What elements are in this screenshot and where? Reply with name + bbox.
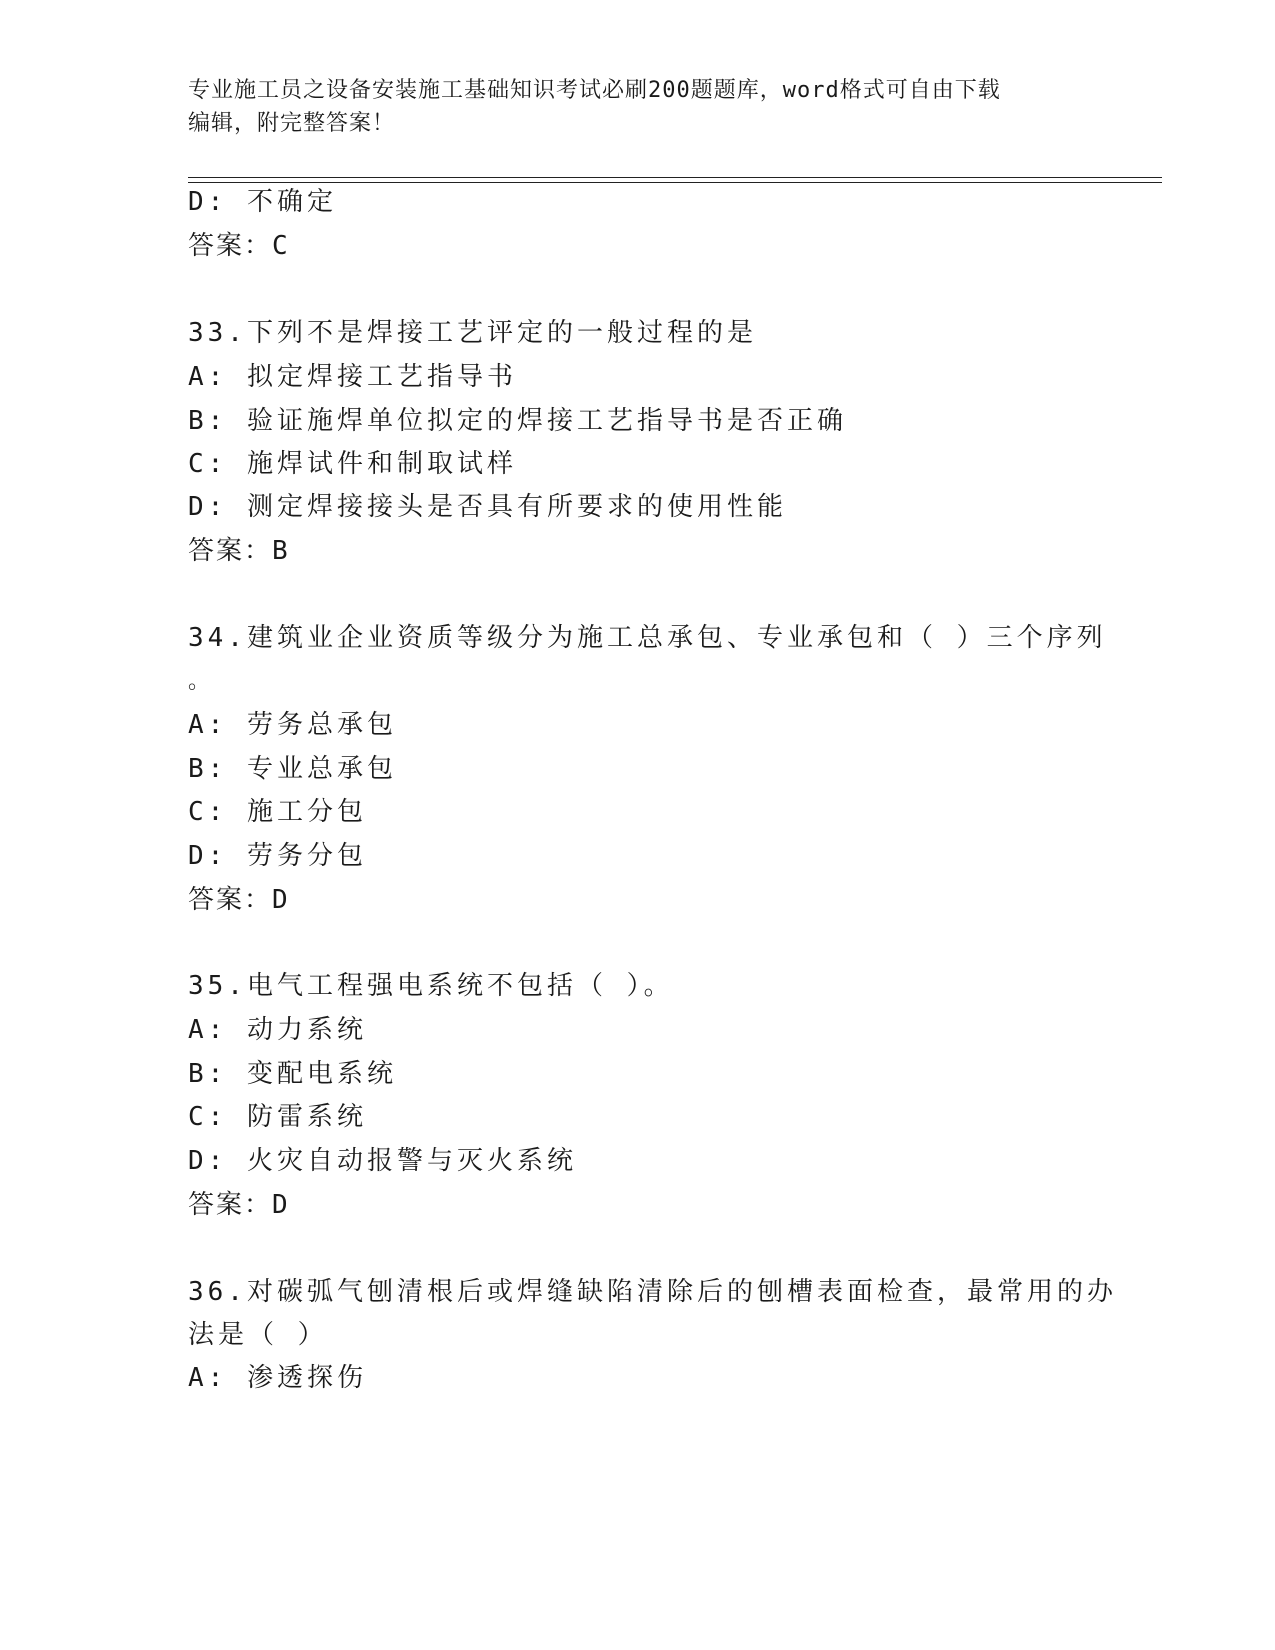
question-34-option-d: D: 劳务分包 xyxy=(188,841,367,871)
question-36-stem: 36.对碳弧气刨清根后或焊缝缺陷清除后的刨槽表面检查，最常用的办 xyxy=(188,1277,1117,1307)
answer-label: 答案： xyxy=(188,885,273,915)
question-33-option-c: C: 施焊试件和制取试样 xyxy=(188,449,517,479)
question-33-option-d: D: 测定焊接接头是否具有所要求的使用性能 xyxy=(188,492,787,522)
question-33-answer xyxy=(188,534,288,568)
question-36-stem-continued: 法是（ ） xyxy=(188,1320,328,1350)
header-rule-bottom xyxy=(188,182,1162,183)
answer-label: 答案： xyxy=(188,231,273,261)
document-header xyxy=(188,74,1088,140)
answer-label: 答案： xyxy=(188,536,273,566)
question-33-option-b: B: 验证施焊单位拟定的焊接工艺指导书是否正确 xyxy=(188,406,847,436)
question-35-option-d: D: 火灾自动报警与灭火系统 xyxy=(188,1146,577,1176)
question-34-stem-continued: 。 xyxy=(188,669,215,694)
answer-value: D xyxy=(272,1190,288,1220)
question-33-stem: 33.下列不是焊接工艺评定的一般过程的是 xyxy=(188,318,757,348)
question-35-option-a: A: 动力系统 xyxy=(188,1015,367,1045)
question-35-stem: 35.电气工程强电系统不包括（ ）。 xyxy=(188,971,674,1001)
prev-option-d: D: 不确定 xyxy=(188,187,337,217)
answer-label: 答案： xyxy=(188,1190,273,1220)
question-35-answer xyxy=(188,1188,288,1222)
question-34-option-b: B: 专业总承包 xyxy=(188,754,397,784)
question-34-option-c: C: 施工分包 xyxy=(188,797,367,827)
answer-value: C xyxy=(272,231,288,261)
question-34-answer xyxy=(188,883,288,917)
question-35-option-b: B: 变配电系统 xyxy=(188,1059,397,1089)
question-34-stem: 34.建筑业企业资质等级分为施工总承包、专业承包和（ ）三个序列 xyxy=(188,623,1107,653)
question-33-option-a: A: 拟定焊接工艺指导书 xyxy=(188,362,517,392)
question-34-option-a: A: 劳务总承包 xyxy=(188,710,397,740)
header-rule-top xyxy=(188,177,1162,178)
question-35-option-c: C: 防雷系统 xyxy=(188,1102,367,1132)
answer-value: B xyxy=(272,536,288,566)
answer-value: D xyxy=(272,885,288,915)
header-line-1: 专业施工员之设备安装施工基础知识考试必刷200题题库，word格式可自由下载 xyxy=(188,78,1001,103)
question-36-option-a: A: 渗透探伤 xyxy=(188,1363,367,1393)
header-line-2: 编辑，附完整答案！ xyxy=(188,111,396,136)
prev-answer xyxy=(188,229,288,263)
